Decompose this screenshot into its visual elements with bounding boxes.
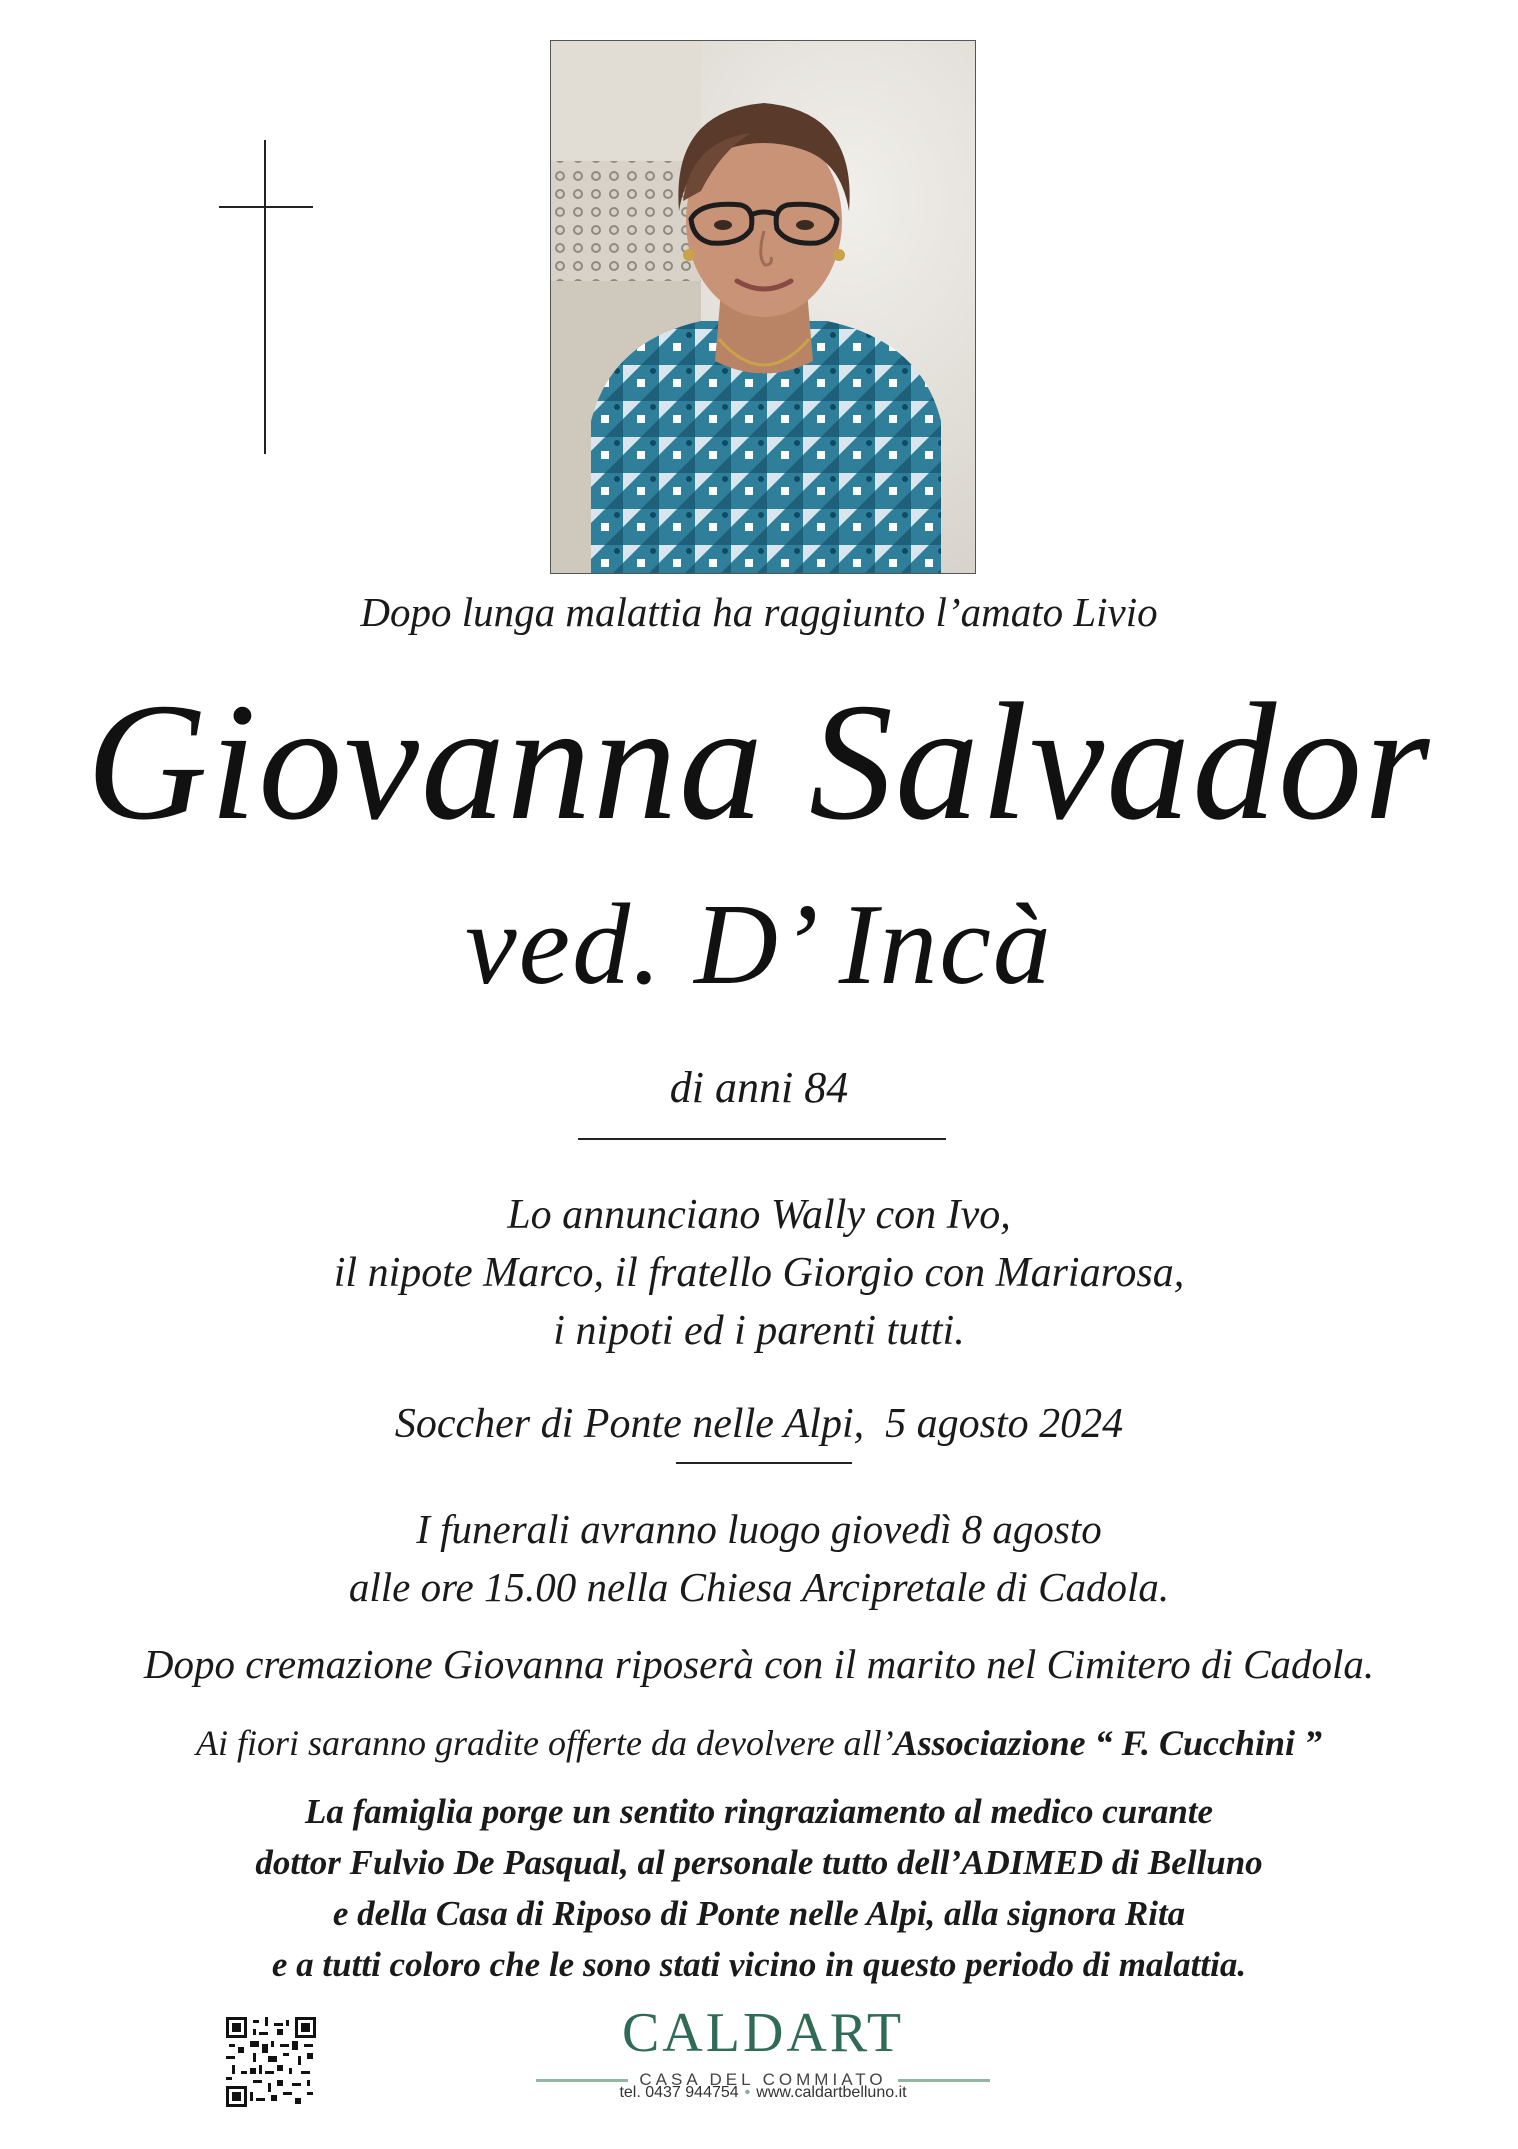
thanks-block (0, 1786, 1518, 1990)
cross-horizontal-bar (219, 206, 313, 208)
thanks-line: La famiglia porge un sentito ringraziamento al medico curante (304, 1792, 1214, 1831)
portrait-photo (550, 40, 976, 574)
cremation-text: Dopo cremazione Giovanna riposerà con il marito nel Cimitero di Cadola. (143, 1641, 1375, 1687)
announcement-line: i nipoti ed i parenti tutti. (553, 1308, 965, 1354)
place-date: Soccher di Ponte nelle Alpi, 5 agosto 2024 (394, 1401, 1124, 1447)
logo-wordmark: CALDART (621, 2002, 905, 2064)
funeral-line: I funerali avranno luogo giovedì 8 agosto (416, 1506, 1102, 1552)
funeral-line: alle ore 15.00 nella Chiesa Arcipretale di Cadola. (348, 1564, 1170, 1610)
association-name: Associazione “ F. Cucchini ” (893, 1723, 1322, 1763)
funeral-block (0, 1500, 1518, 1616)
portrait-illustration (551, 41, 976, 574)
logo-subtitle: CASA DEL COMMIATO (639, 2070, 887, 2089)
age-divider (578, 1138, 946, 1140)
cross-vertical-bar (264, 140, 266, 454)
contact-line (536, 2084, 990, 2102)
qr-code-icon (226, 2017, 316, 2107)
intro-text: Dopo lunga malattia ha raggiunto l’amato Livio (360, 589, 1158, 635)
separator-dot: • (744, 2084, 751, 2101)
thanks-line: e a tutti coloro che le sono stati vicino in questo periodo di malattia. (271, 1945, 1247, 1984)
deceased-name: Giovanna Salvador (86, 669, 1432, 855)
cross-icon (219, 140, 313, 454)
phone-number: tel. 0437 944754 (619, 2084, 739, 2101)
date-divider (676, 1462, 852, 1464)
thanks-line: e della Casa di Riposo di Ponte nelle Alpi, alla signora Rita (332, 1894, 1186, 1933)
logo-rule-left (536, 2079, 628, 2082)
widow-of-name: ved. D’ Incà (465, 881, 1053, 1009)
funeral-home-logo (536, 2003, 990, 2123)
announcement-block (0, 1186, 1518, 1360)
announcement-line: Lo annunciano Wally con Ivo, (507, 1192, 1011, 1238)
logo-rule-right (898, 2079, 990, 2082)
thanks-line: dottor Fulvio De Pasqual, al personale tutto dell’ADIMED di Belluno (255, 1843, 1263, 1882)
announcement-line: il nipote Marco, il fratello Giorgio con Mariarosa, (333, 1250, 1185, 1296)
flowers-note (0, 1722, 1518, 1764)
age-text: di anni 84 (669, 1063, 849, 1112)
flowers-lead: Ai fiori saranno gradite offerte da devolvere all’ (196, 1723, 894, 1763)
website-link[interactable]: www.caldartbelluno.it (756, 2084, 907, 2101)
